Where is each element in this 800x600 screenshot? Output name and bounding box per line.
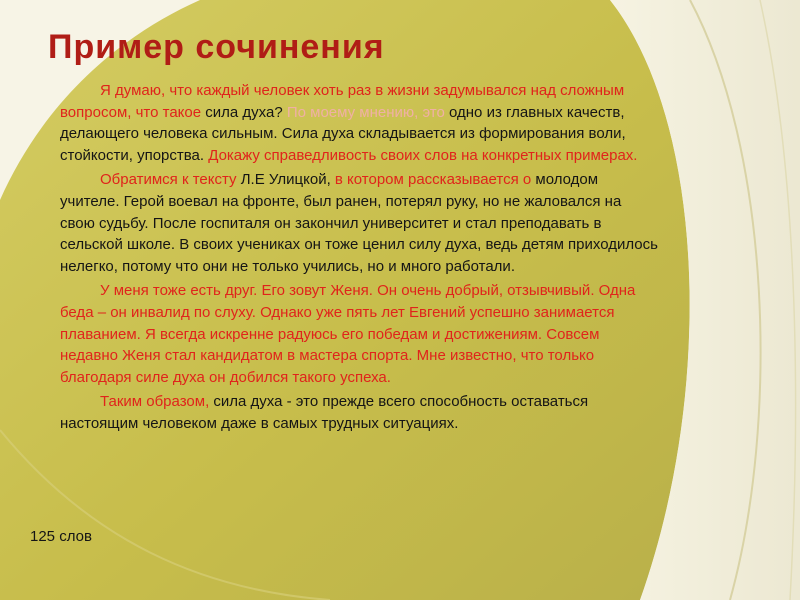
- essay-paragraph-2: [60, 169, 660, 277]
- essay-span: в котором рассказывается о: [334, 171, 532, 189]
- word-count-label: 125 слов: [30, 528, 92, 545]
- essay-text: [60, 80, 660, 438]
- essay-span: По моему мнению, это: [286, 103, 445, 121]
- essay-paragraph-4: [60, 391, 660, 434]
- essay-span: У меня тоже есть друг. Его зовут Женя. Он очень добрый, отзывчивый. Одна беда – он инвалид по слуху. Однако уже пять лет Евгений успешно занимается плаванием. Я всегда искренне радуюсь его победам и достижениям. Совсем недавно Женя стал кандидатом в мастера спорта. Мне известно, что только благодаря силе духа он добился такого успеха.: [60, 282, 636, 386]
- essay-span: сила духа?: [205, 103, 287, 121]
- essay-span: сила духа - это прежде всего способность оставаться настоящим человеком даже в самых трудных ситуациях.: [60, 393, 589, 432]
- essay-span: Докажу справедливость своих слов на конкретных примерах.: [208, 146, 638, 164]
- essay-paragraph-3: [60, 280, 660, 388]
- essay-span: Я думаю, что каждый человек хоть раз в жизни задумывался над сложным вопросом, что такое: [60, 82, 625, 121]
- essay-span: Обратимся к тексту: [100, 171, 241, 189]
- slide-title: Пример сочинения: [48, 28, 385, 66]
- essay-span: молодом учителе. Герой воевал на фронте, был ранен, потерял руку, но не жаловался на свою судьбу. После госпиталя он закончил университет и стал преподавать в сельской школе. В своих учениках он тоже ценил силу духа, ведь детям приходилось нелегко, потому что они не только учились, но и много работали.: [60, 171, 658, 275]
- essay-span: одно из главных качеств, делающего человека сильным. Сила духа складывается из формирования воли, стойкости, упорства.: [60, 103, 626, 164]
- essay-span: Таким образом,: [100, 393, 214, 411]
- essay-paragraph-1: [60, 80, 660, 166]
- essay-span: Л.Е Улицкой,: [240, 171, 335, 189]
